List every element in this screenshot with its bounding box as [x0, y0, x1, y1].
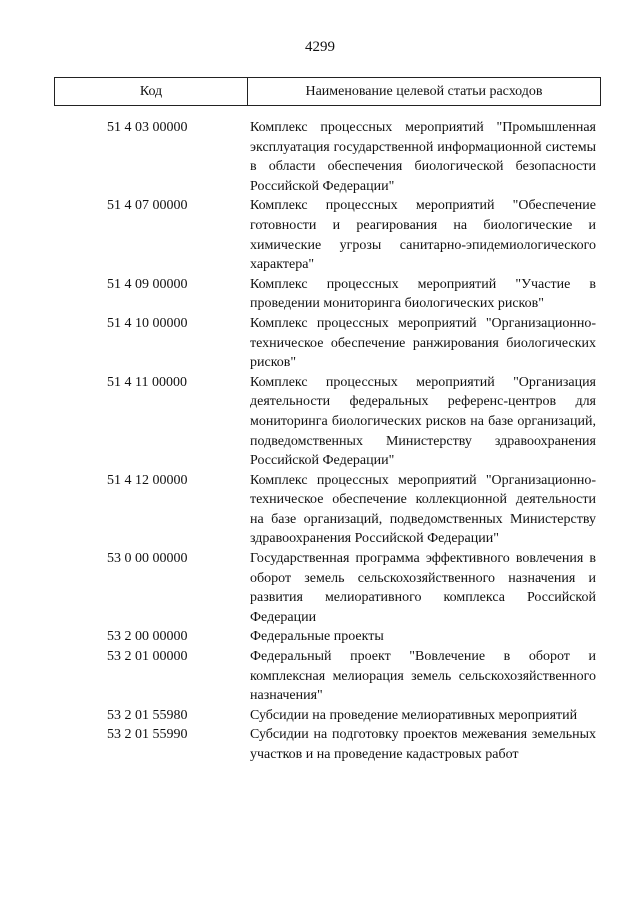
row-name: Федеральный проект "Вовлечение в оборот и комплексная мелиорация земель сельскохозяйственного назначения": [250, 649, 596, 704]
table-row: [0, 627, 640, 647]
row-code: 53 2 01 55980: [107, 707, 188, 723]
header-name: Наименование целевой статьи расходов: [305, 84, 543, 99]
row-name: Субсидии на проведение мелиоративных мероприятий: [250, 707, 578, 723]
table-row: [0, 196, 640, 274]
row-code: 51 4 03 00000: [107, 120, 188, 135]
row-code: 51 4 12 00000: [107, 472, 188, 488]
row-code: 53 0 00 00000: [107, 551, 188, 567]
row-name: Комплекс процессных мероприятий "Организационно-техническое обеспечение ранжирования биологических рисков": [250, 315, 596, 371]
row-name: Комплекс процессных мероприятий "Организационно-техническое обеспечение коллекционной деятельности на базе организаций, подведомственных Министерству здравоохранения Российской Федерации": [250, 472, 596, 547]
row-code: 53 2 00 00000: [107, 629, 188, 645]
row-name: Комплекс процессных мероприятий "Организация деятельности федеральных референс-центров для мониторинга биологических рисков на базе организаций, подведомственных Министерству здравоохранения Российской Федерации": [250, 374, 596, 469]
table-row: [0, 118, 640, 196]
table-row: [0, 725, 640, 764]
row-code: 53 2 01 00000: [107, 649, 188, 665]
row-code: 51 4 10 00000: [107, 315, 188, 331]
row-name: Комплекс процессных мероприятий "Участие в проведении мониторинга биологических рисков": [250, 276, 596, 312]
table-row: [0, 471, 640, 549]
row-name: Субсидии на подготовку проектов межевания земельных участков и на проведение кадастровых работ: [250, 727, 596, 762]
table-body: [0, 118, 640, 765]
page-number: 4299: [305, 39, 335, 55]
table-row: [0, 549, 640, 627]
table-row: [0, 706, 640, 726]
row-code: 51 4 11 00000: [107, 374, 187, 390]
table-row: [0, 275, 640, 314]
table-row: [0, 647, 640, 706]
table-row: [0, 373, 640, 471]
row-code: 53 2 01 55990: [107, 727, 188, 743]
table-header: [54, 77, 601, 106]
row-code: 51 4 09 00000: [107, 276, 188, 292]
row-name: Федеральные проекты: [250, 629, 384, 645]
table-row: [0, 314, 640, 373]
row-name: Комплекс процессных мероприятий "Промышленная эксплуатация государственной информационной системы в области обеспечения биологической безопасности Российской Федерации": [250, 120, 596, 194]
header-code: Код: [55, 78, 248, 105]
row-code: 51 4 07 00000: [107, 198, 188, 214]
row-name: Государственная программа эффективного вовлечения в оборот земель сельскохозяйственного назначения и развития мелиоративного комплекса Российской Федерации: [250, 551, 596, 625]
row-name: Комплекс процессных мероприятий "Обеспечение готовности и реагирования на биологические и химические угрозы санитарно-эпидемиологического характера": [250, 198, 596, 273]
